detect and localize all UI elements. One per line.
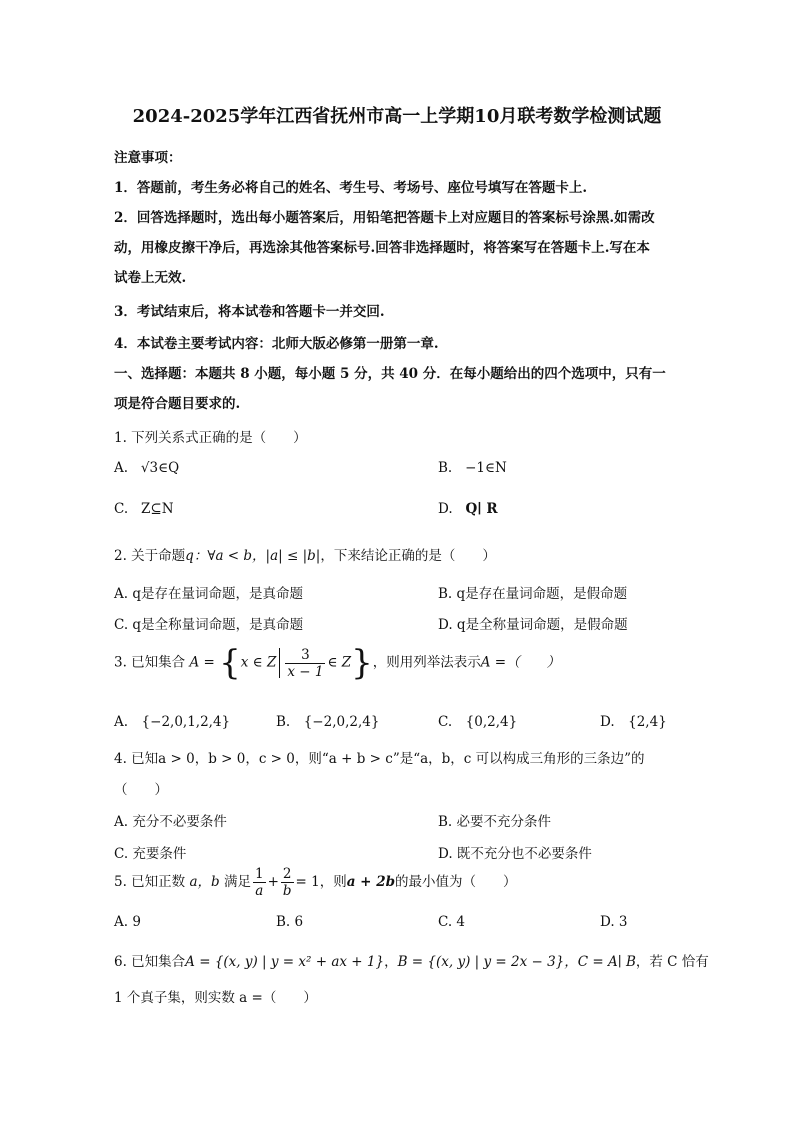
option-label: B.	[438, 460, 453, 476]
q5-expression: a + 2b	[346, 874, 396, 890]
notice-item-4: 4．本试卷主要考试内容：北师大版必修第一册第一章.	[114, 336, 439, 352]
q1-option-b	[438, 460, 507, 476]
q5-stem-mid: 满足	[223, 874, 251, 890]
numerator: 2	[281, 866, 294, 883]
q6-set-c: ，C = A∣ B	[564, 954, 636, 970]
q3-set-tail: ∈ Z	[327, 654, 352, 671]
q2-option-b: B. q是存在量词命题，是假命题	[438, 586, 628, 602]
option-expression: Z⊆N	[141, 501, 174, 517]
q1-option-c	[114, 501, 174, 517]
q4-stem: 4. 已知a > 0，b > 0，c > 0，则“a + b > c”是“a，b，c 可以构成三角形的三条边”的	[114, 751, 645, 767]
option-expression: √3∈Q	[140, 460, 180, 476]
q3-stem-mid: ，则用列举法表示	[372, 654, 481, 671]
q3-fraction	[285, 647, 325, 680]
q5-option-b: B. 6	[276, 914, 304, 930]
q4-option-a: A. 充分不必要条件	[114, 814, 227, 830]
denominator: a	[255, 883, 264, 899]
q4-option-c: C. 充要条件	[114, 846, 187, 862]
q1-option-d	[438, 501, 498, 517]
q2-option-c: C. q是全称量词命题，是真命题	[114, 617, 304, 633]
numerator: 1	[254, 866, 264, 882]
q3-option-a: A. {−2,0,1,2,4}	[114, 714, 231, 730]
q6-set-a: A = {(x, y) | y = x² + ax + 1}	[185, 954, 385, 970]
q3-stem-prefix: 3. 已知集合	[114, 654, 186, 671]
q5-stem-end: 的最小值为（ ）	[395, 874, 517, 890]
notice-item-3: 3．考试结束后，将本试卷和答题卡一并交回.	[114, 304, 385, 320]
equals-one: = 1	[295, 874, 320, 890]
q5-stem-then: ，则	[319, 874, 347, 890]
option-label: D.	[438, 501, 453, 517]
q1-option-a	[114, 460, 179, 476]
q3-stem	[114, 643, 561, 683]
q3-stem-end: A =（ ）	[480, 654, 561, 671]
q2-stem-suffix: ，下来结论正确的是（ ）	[320, 548, 496, 564]
exam-title: 2024-2025学年江西省抚州市高一上学期10月联考数学检测试题	[132, 106, 662, 127]
q6-stem-end: ，若 C 恰有	[635, 954, 709, 970]
q6-stem	[114, 950, 709, 970]
q5-vars: a，b	[189, 874, 220, 890]
q5-stem-prefix: 5. 已知正数	[114, 874, 186, 890]
q4-stem-cont: （ ）	[114, 782, 168, 798]
q5-option-c: C. 4	[438, 914, 466, 930]
option-label: C.	[114, 501, 129, 517]
q4-option-b: B. 必要不充分条件	[438, 814, 552, 830]
q5-option-a: A. 9	[114, 914, 141, 930]
q3-set-lhs: A =	[189, 654, 215, 671]
option-label: A.	[114, 460, 129, 476]
q6-stem-prefix: 6. 已知集合	[114, 954, 186, 970]
notice-item-2: 2．回答选择题时，选出每小题答案后，用铅笔把答题卡上对应题目的答案标号涂黑.如需改	[114, 210, 655, 226]
set-bar	[279, 648, 280, 678]
q5-stem	[114, 866, 517, 899]
q3-option-c: C. {0,2,4}	[438, 714, 518, 730]
notice-item-1: 1．答题前，考生务必将自己的姓名、考生号、考场号、座位号填写在答题卡上.	[114, 180, 588, 196]
notice-heading: 注意事项：	[114, 150, 182, 166]
q3-option-d: D. {2,4}	[600, 714, 667, 730]
denominator: b	[282, 883, 292, 899]
q6-separator: ，	[384, 954, 398, 970]
q2-option-a: A. q是存在量词命题，是真命题	[114, 586, 303, 602]
q2-proposition: q：∀a < b，|a| ≤ |b|	[185, 548, 321, 564]
section-heading: 一、选择题：本题共 8 小题，每小题 5 分，共 40 分．在每小题给出的四个选项中，只有一	[114, 366, 666, 382]
q6-set-b: B = {(x, y) | y = 2x − 3}	[397, 954, 565, 970]
section-heading-cont: 项是符合题目要求的.	[114, 396, 241, 412]
right-brace: }	[351, 643, 373, 683]
q4-option-d: D. 既不充分也不必要条件	[438, 846, 592, 862]
q2-option-d: D. q是全称量词命题，是假命题	[438, 617, 628, 633]
q5-fraction-1	[253, 866, 266, 899]
q1-stem: 1. 下列关系式正确的是（ ）	[114, 430, 307, 446]
numerator: 3	[285, 647, 325, 664]
notice-item-2-cont2: 试卷上无效.	[114, 270, 187, 286]
denominator: x − 1	[287, 663, 324, 680]
option-expression: −1∈N	[465, 460, 507, 476]
plus-sign: +	[267, 874, 279, 890]
q2-stem	[114, 544, 496, 564]
notice-item-2-cont: 动，用橡皮擦干净后，再选涂其他答案标号.回答非选择题时，将答案写在答题卡上.写在本	[114, 240, 650, 256]
left-brace: {	[219, 643, 241, 683]
q3-option-b: B. {−2,0,2,4}	[276, 714, 380, 730]
q5-fraction-2	[281, 866, 294, 899]
q2-stem-prefix: 2. 关于命题	[114, 548, 186, 564]
q3-set-var: x ∈ Z	[240, 654, 277, 671]
q6-stem-cont: 1 个真子集，则实数 a =（ ）	[114, 990, 317, 1006]
option-expression: Q∣ R	[465, 501, 498, 517]
q5-option-d: D. 3	[600, 914, 628, 930]
